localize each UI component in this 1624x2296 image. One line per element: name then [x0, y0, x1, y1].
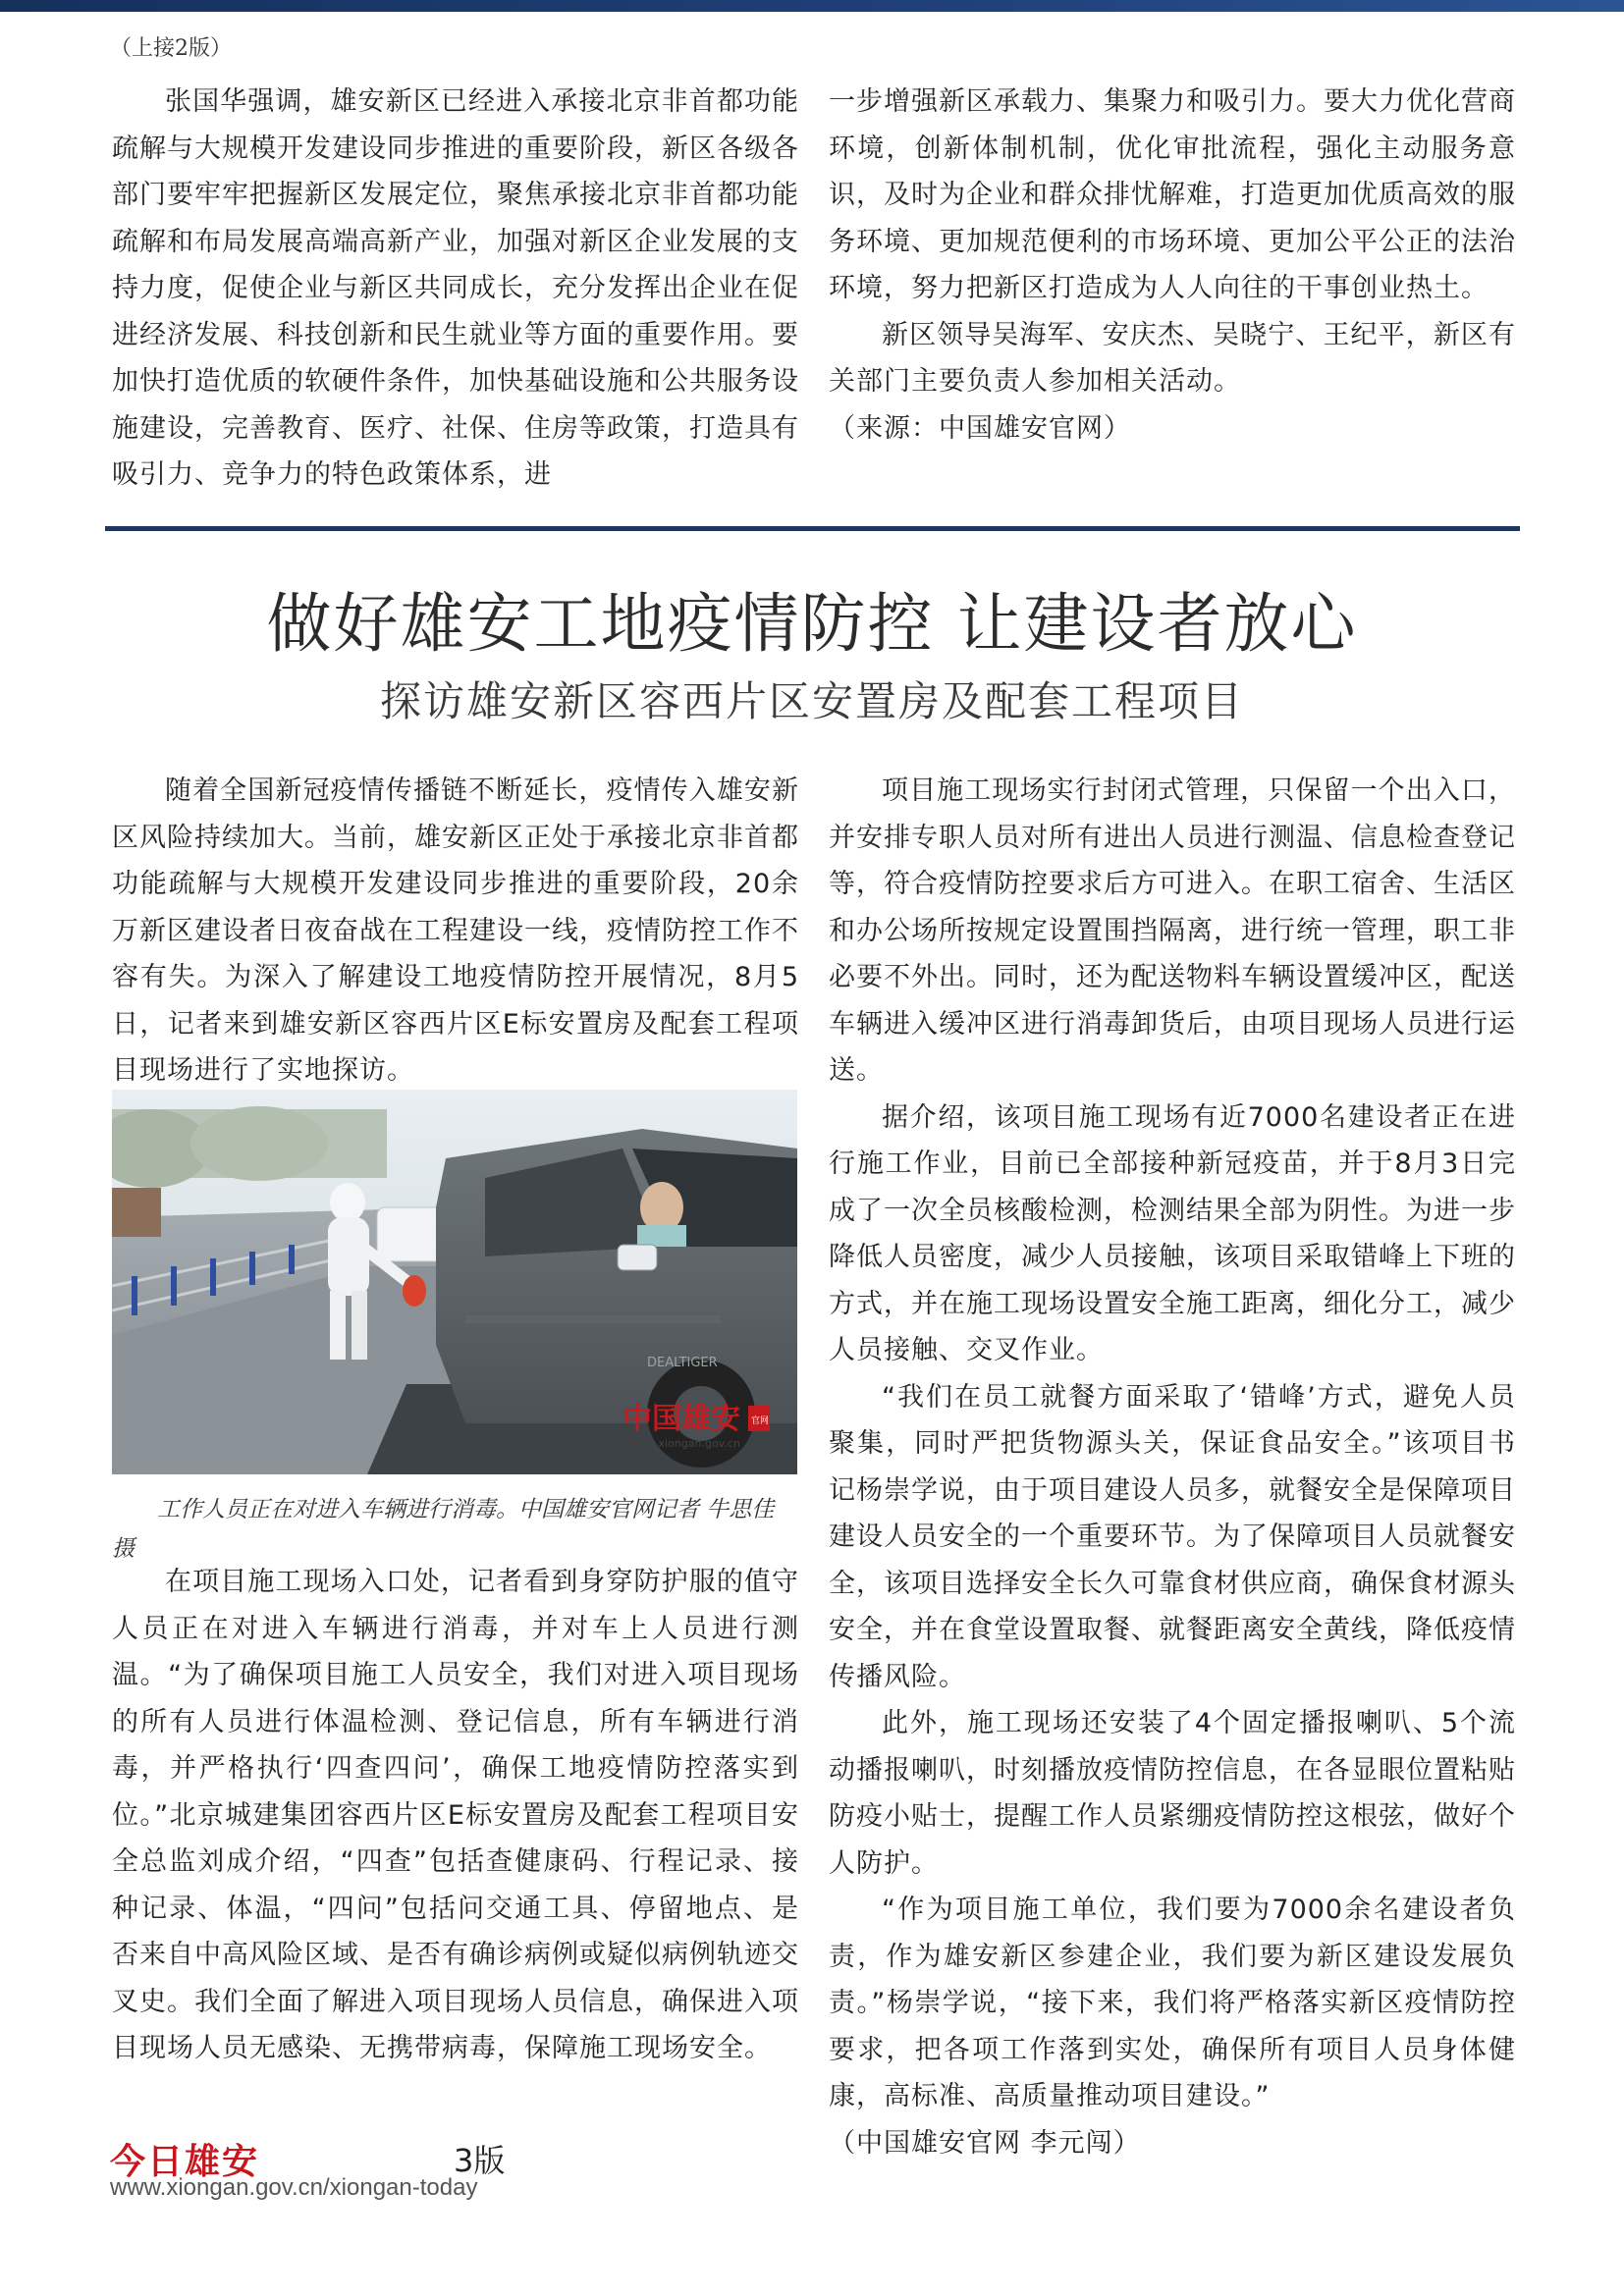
photo-caption: [112, 1490, 799, 1569]
watermark-url: www.xiongan.gov.cn: [629, 1437, 740, 1450]
continuation-note: （上接2版）: [110, 36, 232, 61]
article-source-credit: （中国雄安官网 李元闯）: [829, 2127, 1141, 2159]
paragraph: 在项目施工现场入口处，记者看到身穿防护服的值守人员正在对进入车辆进行消毒，并对车上人员进行测温。“为了确保项目施工人员安全，我们对进入项目现场的所有人员进行体温检测、登记信息，所有车辆进行消毒，并严格执行‘四查四问’，确保工地疫情防控落实到位。”北京城建集团容西片区E标安置房及配套工程项目安全总监刘成介绍，“四查”包括查健康码、行程记录、接种记录、体温，“四问”包括问交通工具、停留地点、是否来自中高风险区域、是否有确诊病例或疑似病例轨迹交叉史。我们全面了解进入项目现场人员信息，确保进入项目现场人员无感染、无携带病毒，保障施工现场安全。: [112, 1567, 799, 2063]
article-subheadline: 探访雄安新区容西片区安置房及配套工程项目: [379, 677, 1244, 725]
section-divider: [105, 526, 1520, 531]
paragraph: 新区领导吴海军、安庆杰、吴晓宁、王纪平，新区有关部门主要负责人参加相关活动。: [829, 319, 1516, 397]
footer-url: www.xiongan.gov.cn/xiongan-today: [110, 2174, 478, 2201]
paragraph: 此外，施工现场还安装了4个固定播报喇叭、5个流动播报喇叭，时刻播放疫情防控信息，在各显眼位置粘贴防疫小贴士，提醒工作人员紧绷疫情防控这根弦，做好个人防护。: [829, 1708, 1516, 1879]
top-left-column: [112, 79, 799, 499]
caption-text: 工作人员正在对进入车辆进行消毒。中国雄安官网记者 牛思佳 摄: [112, 1497, 775, 1562]
source-credit: （来源：中国雄安官网）: [829, 412, 1131, 444]
page-number: 3版: [454, 2142, 506, 2179]
footer-brand-logo: 今日雄安: [110, 2141, 260, 2182]
paragraph: “作为项目施工单位，我们要为7000余名建设者负责，作为雄安新区参建企业，我们要为新区建设发展负责。”杨崇学说，“接下来，我们将严格落实新区疫情防控要求，把各项工作落到实处，确保所有项目人员身体健康，高标准、高质量推动项目建设。”: [829, 1895, 1516, 2111]
paragraph: 项目施工现场实行封闭式管理，只保留一个出入口，并安排专职人员对所有进出人员进行测温、信息检查登记等，符合疫情防控要求后方可进入。在职工宿舍、生活区和办公场所按规定设置围挡隔离，进行统一管理，职工非必要不外出。同时，还为配送物料车辆设置缓冲区，配送车辆进入缓冲区进行消毒卸货后，由项目现场人员进行运送。: [829, 775, 1516, 1086]
paragraph: 据介绍，该项目施工现场有近7000名建设者正在进行施工作业，目前已全部接种新冠疫苗，并于8月3日完成了一次全员核酸检测，检测结果全部为阴性。为进一步降低人员密度，减少人员接触，该项目采取错峰上下班的方式，并在施工现场设置安全施工距离，细化分工，减少人员接触、交叉作业。: [829, 1101, 1516, 1365]
paragraph: 一步增强新区承载力、集聚力和吸引力。要大力优化营商环境，创新体制机制，优化审批流程，强化主动服务意识，及时为企业和群众排忧解难，打造更加优质高效的服务环境、更加规范便利的市场环境、更加公平公正的法治环境，努力把新区打造成为人人向往的干事创业热土。: [829, 86, 1516, 303]
car-model-text: DEALTIGER: [647, 1356, 718, 1370]
top-color-bar: [0, 0, 1624, 12]
news-photo: [112, 1090, 797, 1474]
article-headline: 做好雄安工地疫情防控 让建设者放心: [266, 586, 1358, 662]
top-right-column: [829, 79, 1516, 452]
article-right-column: [829, 768, 1516, 2166]
watermark-seal-text: 官网: [751, 1416, 770, 1426]
photo-watermark: 中国雄安: [623, 1402, 740, 1436]
paragraph: 随着全国新冠疫情传播链不断延长，疫情传入雄安新区风险持续加大。当前，雄安新区正处于承接北京非首都功能疏解与大规模开发建设同步推进的重要阶段，20余万新区建设者日夜奋战在工程建设一线，疫情防控工作不容有失。为深入了解建设工地疫情防控开展情况，8月5日，记者来到雄安新区容西片区E标安置房及配套工程项目现场进行了实地探访。: [112, 775, 799, 1086]
photo-illustration: [112, 1090, 797, 1474]
paragraph: “我们在员工就餐方面采取了‘错峰’方式，避免人员聚集，同时严把货物源头关，保证食品安全。”该项目书记杨崇学说，由于项目建设人员多，就餐安全是保障项目建设人员安全的一个重要环节。为了保障项目人员就餐安全，该项目选择安全长久可靠食材供应商，确保食材源头安全，并在食堂设置取餐、就餐距离安全黄线，降低疫情传播风险。: [829, 1381, 1516, 1692]
article-left-column-bottom: [112, 1559, 799, 2072]
paragraph: 张国华强调，雄安新区已经进入承接北京非首都功能疏解与大规模开发建设同步推进的重要阶段，新区各级各部门要牢牢把握新区发展定位，聚焦承接北京非首都功能疏解和布局发展高端高新产业，加强对新区企业发展的支持力度，促使企业与新区共同成长，充分发挥出企业在促进经济发展、科技创新和民生就业等方面的重要作用。要加快打造优质的软硬件条件，加快基础设施和公共服务设施建设，完善教育、医疗、社保、住房等政策，打造具有吸引力、竞争力的特色政策体系，进: [112, 86, 799, 490]
article-left-column-top: [112, 768, 799, 1095]
